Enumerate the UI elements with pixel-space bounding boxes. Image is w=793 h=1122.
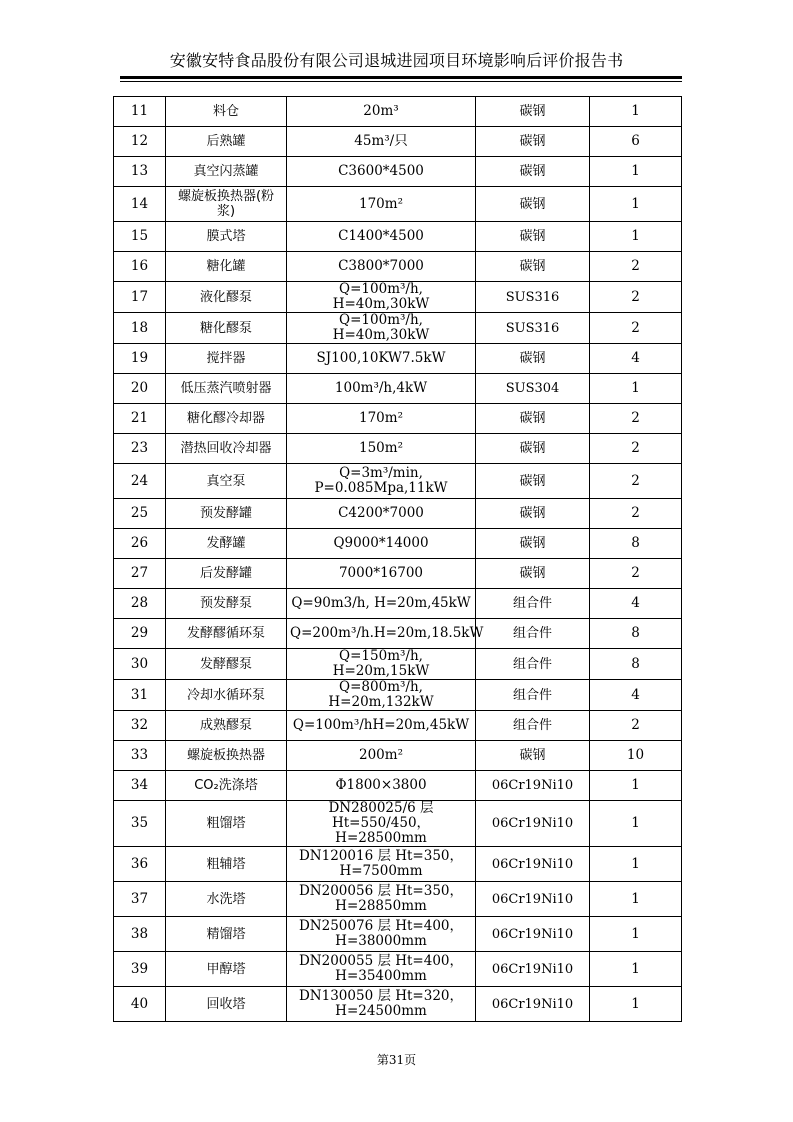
equipment-table: [113, 96, 682, 1022]
page-header-title: 安徽安特食品股份有限公司退城进园项目环境影响后评价报告书: [169, 51, 624, 70]
cell-name: 冷却水循环泵: [166, 680, 287, 711]
cell-material: 组合件: [476, 589, 590, 619]
cell-qty: 1: [590, 374, 682, 404]
cell-no: 15: [114, 222, 166, 252]
cell-no: 12: [114, 127, 166, 157]
cell-spec: Q=3m³/min, P=0.085Mpa,11kW: [287, 464, 476, 499]
cell-name: 搅拌器: [166, 344, 287, 374]
table-row: [114, 252, 682, 282]
cell-material: 组合件: [476, 619, 590, 649]
cell-spec: 170m²: [287, 404, 476, 434]
cell-spec: Q9000*14000: [287, 529, 476, 559]
cell-material: SUS304: [476, 374, 590, 404]
cell-name: 水洗塔: [166, 882, 287, 917]
cell-name: CO₂洗涤塔: [166, 771, 287, 801]
cell-qty: 8: [590, 649, 682, 680]
cell-spec: Q=100m³/h, H=40m,30kW: [287, 282, 476, 313]
cell-material: 碳钢: [476, 499, 590, 529]
cell-material: SUS316: [476, 313, 590, 344]
table-row: [114, 619, 682, 649]
header-rule-thin: [120, 81, 682, 82]
table-row: [114, 157, 682, 187]
cell-no: 23: [114, 434, 166, 464]
cell-qty: 4: [590, 589, 682, 619]
cell-qty: 1: [590, 882, 682, 917]
cell-qty: 2: [590, 313, 682, 344]
cell-spec: 20m³: [287, 97, 476, 127]
cell-no: 29: [114, 619, 166, 649]
cell-qty: 2: [590, 499, 682, 529]
equipment-table-body: [114, 97, 682, 1022]
cell-qty: 1: [590, 987, 682, 1022]
cell-material: 06Cr19Ni10: [476, 987, 590, 1022]
cell-spec: DN280025/6 层 Ht=550/450，H=28500mm: [287, 801, 476, 847]
cell-spec: C4200*7000: [287, 499, 476, 529]
cell-material: 组合件: [476, 680, 590, 711]
cell-name: 粗馏塔: [166, 801, 287, 847]
cell-qty: 1: [590, 97, 682, 127]
table-row: [114, 404, 682, 434]
cell-no: 16: [114, 252, 166, 282]
table-row: [114, 127, 682, 157]
table-row: [114, 499, 682, 529]
cell-spec: DN200055 层 Ht=400，H=35400mm: [287, 952, 476, 987]
cell-name: 回收塔: [166, 987, 287, 1022]
table-row: [114, 187, 682, 222]
cell-qty: 4: [590, 680, 682, 711]
cell-material: 碳钢: [476, 464, 590, 499]
header-rule-thick: [120, 76, 682, 79]
cell-name: 精馏塔: [166, 917, 287, 952]
cell-qty: 1: [590, 157, 682, 187]
cell-spec: Q=100m³/hH=20m,45kW: [287, 711, 476, 741]
cell-material: 06Cr19Ni10: [476, 917, 590, 952]
table-row: [114, 282, 682, 313]
table-row: [114, 222, 682, 252]
cell-name: 低压蒸汽喷射器: [166, 374, 287, 404]
cell-qty: 2: [590, 559, 682, 589]
table-row: [114, 987, 682, 1022]
cell-qty: 1: [590, 222, 682, 252]
cell-spec: DN250076 层 Ht=400，H=38000mm: [287, 917, 476, 952]
cell-name: 后发酵罐: [166, 559, 287, 589]
table-row: [114, 97, 682, 127]
cell-no: 18: [114, 313, 166, 344]
cell-name: 液化醪泵: [166, 282, 287, 313]
cell-qty: 8: [590, 619, 682, 649]
cell-material: 组合件: [476, 649, 590, 680]
table-row: [114, 313, 682, 344]
cell-spec: Q=200m³/h.H=20m,18.5kW: [287, 619, 476, 649]
cell-no: 37: [114, 882, 166, 917]
cell-qty: 1: [590, 771, 682, 801]
cell-name: 成熟醪泵: [166, 711, 287, 741]
cell-no: 38: [114, 917, 166, 952]
table-row: [114, 741, 682, 771]
table-row: [114, 801, 682, 847]
cell-name: 糖化醪冷却器: [166, 404, 287, 434]
cell-material: 碳钢: [476, 529, 590, 559]
cell-spec: C3800*7000: [287, 252, 476, 282]
cell-material: 碳钢: [476, 127, 590, 157]
table-row: [114, 344, 682, 374]
cell-qty: 10: [590, 741, 682, 771]
table-row: [114, 559, 682, 589]
cell-name: 真空泵: [166, 464, 287, 499]
cell-qty: 6: [590, 127, 682, 157]
table-row: [114, 464, 682, 499]
cell-name: 糖化醪泵: [166, 313, 287, 344]
cell-spec: 150m²: [287, 434, 476, 464]
table-row: [114, 374, 682, 404]
table-row: [114, 589, 682, 619]
cell-material: 碳钢: [476, 157, 590, 187]
cell-name: 预发酵泵: [166, 589, 287, 619]
table-row: [114, 952, 682, 987]
cell-material: 碳钢: [476, 252, 590, 282]
table-row: [114, 649, 682, 680]
cell-no: 39: [114, 952, 166, 987]
cell-material: 碳钢: [476, 559, 590, 589]
cell-spec: C3600*4500: [287, 157, 476, 187]
cell-material: 06Cr19Ni10: [476, 801, 590, 847]
cell-name: 甲醇塔: [166, 952, 287, 987]
cell-name: 预发酵罐: [166, 499, 287, 529]
cell-material: 组合件: [476, 711, 590, 741]
cell-qty: 1: [590, 952, 682, 987]
cell-no: 19: [114, 344, 166, 374]
cell-spec: 170m²: [287, 187, 476, 222]
cell-qty: 1: [590, 917, 682, 952]
cell-no: 11: [114, 97, 166, 127]
cell-no: 28: [114, 589, 166, 619]
cell-no: 26: [114, 529, 166, 559]
cell-no: 24: [114, 464, 166, 499]
cell-qty: 2: [590, 252, 682, 282]
cell-spec: DN130050 层 Ht=320，H=24500mm: [287, 987, 476, 1022]
cell-material: 碳钢: [476, 222, 590, 252]
cell-spec: DN200056 层 Ht=350，H=28850mm: [287, 882, 476, 917]
cell-material: 06Cr19Ni10: [476, 771, 590, 801]
cell-material: 06Cr19Ni10: [476, 847, 590, 882]
cell-spec: Q=100m³/h, H=40m,30kW: [287, 313, 476, 344]
cell-no: 20: [114, 374, 166, 404]
cell-no: 30: [114, 649, 166, 680]
cell-name: 真空闪蒸罐: [166, 157, 287, 187]
cell-qty: 1: [590, 847, 682, 882]
table-row: [114, 847, 682, 882]
cell-qty: 2: [590, 711, 682, 741]
cell-name: 料仓: [166, 97, 287, 127]
cell-name: 发酵醪泵: [166, 649, 287, 680]
cell-name: 螺旋板换热器: [166, 741, 287, 771]
cell-qty: 2: [590, 404, 682, 434]
cell-no: 31: [114, 680, 166, 711]
cell-material: 碳钢: [476, 344, 590, 374]
cell-spec: 200m²: [287, 741, 476, 771]
cell-spec: C1400*4500: [287, 222, 476, 252]
cell-spec: 7000*16700: [287, 559, 476, 589]
table-row: [114, 917, 682, 952]
cell-material: 碳钢: [476, 434, 590, 464]
cell-qty: 2: [590, 434, 682, 464]
cell-no: 36: [114, 847, 166, 882]
cell-no: 34: [114, 771, 166, 801]
cell-name: 糖化罐: [166, 252, 287, 282]
cell-name: 粗辅塔: [166, 847, 287, 882]
cell-no: 27: [114, 559, 166, 589]
cell-qty: 1: [590, 187, 682, 222]
cell-material: 碳钢: [476, 187, 590, 222]
cell-no: 14: [114, 187, 166, 222]
cell-spec: Q=90m3/h, H=20m,45kW: [287, 589, 476, 619]
cell-spec: Φ1800×3800: [287, 771, 476, 801]
cell-name: 潜热回收冷却器: [166, 434, 287, 464]
table-row: [114, 882, 682, 917]
table-row: [114, 771, 682, 801]
cell-spec: 100m³/h,4kW: [287, 374, 476, 404]
cell-spec: Q=800m³/h, H=20m,132kW: [287, 680, 476, 711]
cell-spec: Q=150m³/h, H=20m,15kW: [287, 649, 476, 680]
cell-spec: 45m³/只: [287, 127, 476, 157]
cell-no: 33: [114, 741, 166, 771]
cell-no: 21: [114, 404, 166, 434]
cell-material: 碳钢: [476, 741, 590, 771]
cell-name: 膜式塔: [166, 222, 287, 252]
cell-no: 32: [114, 711, 166, 741]
cell-qty: 1: [590, 801, 682, 847]
cell-spec: SJ100,10KW7.5kW: [287, 344, 476, 374]
cell-name: 发酵罐: [166, 529, 287, 559]
cell-no: 40: [114, 987, 166, 1022]
cell-no: 17: [114, 282, 166, 313]
table-row: [114, 434, 682, 464]
cell-qty: 8: [590, 529, 682, 559]
cell-name: 发酵醪循环泵: [166, 619, 287, 649]
cell-material: 06Cr19Ni10: [476, 882, 590, 917]
table-row: [114, 711, 682, 741]
table-row: [114, 529, 682, 559]
cell-material: 碳钢: [476, 404, 590, 434]
cell-name: 螺旋板换热器(粉浆): [166, 187, 287, 222]
cell-spec: DN120016 层 Ht=350，H=7500mm: [287, 847, 476, 882]
cell-qty: 4: [590, 344, 682, 374]
cell-qty: 2: [590, 282, 682, 313]
cell-material: SUS316: [476, 282, 590, 313]
cell-no: 13: [114, 157, 166, 187]
cell-no: 25: [114, 499, 166, 529]
cell-material: 碳钢: [476, 97, 590, 127]
page-number: 第31页: [376, 1053, 417, 1067]
cell-material: 06Cr19Ni10: [476, 952, 590, 987]
cell-name: 后熟罐: [166, 127, 287, 157]
cell-qty: 2: [590, 464, 682, 499]
table-row: [114, 680, 682, 711]
cell-no: 35: [114, 801, 166, 847]
